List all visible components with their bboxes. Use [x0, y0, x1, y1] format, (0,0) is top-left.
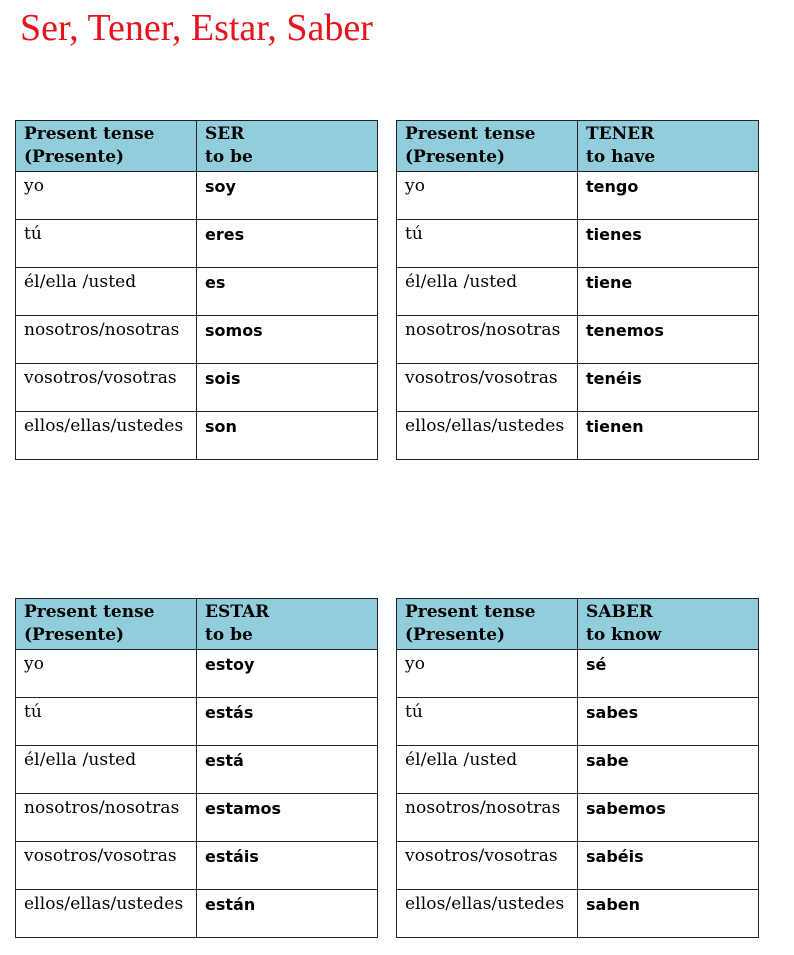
header-tense-cell	[397, 121, 578, 172]
pronoun-cell: tú	[397, 698, 578, 746]
table-row	[16, 698, 378, 746]
verb-form-cell: sabéis	[578, 842, 759, 890]
header-tense-label: Present tense	[405, 602, 536, 622]
table-row	[397, 650, 759, 698]
header-tense-cell	[16, 121, 197, 172]
table-row	[397, 364, 759, 412]
header-tense-sublabel: (Presente)	[405, 147, 506, 167]
pronoun-cell: nosotros/nosotras	[397, 794, 578, 842]
verb-form-cell: estoy	[197, 650, 378, 698]
pronoun-cell: él/ella /usted	[16, 746, 197, 794]
header-verb-meaning: to have	[586, 147, 656, 167]
header-verb-meaning: to be	[205, 625, 253, 645]
pronoun-cell: ellos/ellas/ustedes	[16, 890, 197, 938]
table-row	[16, 220, 378, 268]
table-row	[16, 412, 378, 460]
pronoun-cell: tú	[397, 220, 578, 268]
conjugation-table-ser	[15, 120, 378, 460]
pronoun-cell: vosotros/vosotras	[397, 842, 578, 890]
verb-form-cell: tienen	[578, 412, 759, 460]
table-row	[16, 890, 378, 938]
header-verb-meaning: to be	[205, 147, 253, 167]
table-row	[397, 794, 759, 842]
pronoun-cell: ellos/ellas/ustedes	[16, 412, 197, 460]
verb-form-cell: eres	[197, 220, 378, 268]
header-tense-label: Present tense	[24, 602, 155, 622]
header-tense-cell	[397, 599, 578, 650]
table-row	[16, 316, 378, 364]
table-row	[397, 412, 759, 460]
pronoun-cell: yo	[397, 650, 578, 698]
header-verb-cell	[197, 599, 378, 650]
header-tense-sublabel: (Presente)	[24, 147, 125, 167]
verb-form-cell: tienes	[578, 220, 759, 268]
pronoun-cell: nosotros/nosotras	[16, 316, 197, 364]
header-tense-label: Present tense	[24, 124, 155, 144]
pronoun-cell: ellos/ellas/ustedes	[397, 890, 578, 938]
verb-form-cell: soy	[197, 172, 378, 220]
table-row	[16, 364, 378, 412]
verb-form-cell: es	[197, 268, 378, 316]
header-tense-label: Present tense	[405, 124, 536, 144]
conjugation-table-tener	[396, 120, 759, 460]
conjugation-table-estar	[15, 598, 378, 938]
header-verb: SABER	[586, 602, 653, 622]
table-header-row	[16, 121, 378, 172]
table-row	[397, 698, 759, 746]
verb-form-cell: estamos	[197, 794, 378, 842]
verb-form-cell: sabemos	[578, 794, 759, 842]
pronoun-cell: vosotros/vosotras	[397, 364, 578, 412]
verb-form-cell: sois	[197, 364, 378, 412]
verb-form-cell: sabes	[578, 698, 759, 746]
pronoun-cell: él/ella /usted	[397, 268, 578, 316]
table-header-row	[397, 599, 759, 650]
table-row	[397, 172, 759, 220]
header-verb-cell	[578, 599, 759, 650]
header-verb-cell	[578, 121, 759, 172]
pronoun-cell: él/ella /usted	[16, 268, 197, 316]
header-tense-cell	[16, 599, 197, 650]
table-row	[16, 842, 378, 890]
pronoun-cell: tú	[16, 220, 197, 268]
pronoun-cell: nosotros/nosotras	[397, 316, 578, 364]
header-verb-meaning: to know	[586, 625, 662, 645]
table-header-row	[397, 121, 759, 172]
pronoun-cell: él/ella /usted	[397, 746, 578, 794]
table-row	[16, 650, 378, 698]
verb-form-cell: sabe	[578, 746, 759, 794]
verb-form-cell: estás	[197, 698, 378, 746]
header-tense-sublabel: (Presente)	[24, 625, 125, 645]
table-row	[16, 746, 378, 794]
verb-form-cell: tiene	[578, 268, 759, 316]
verb-form-cell: sé	[578, 650, 759, 698]
table-row	[397, 268, 759, 316]
verb-form-cell: son	[197, 412, 378, 460]
verb-form-cell: tengo	[578, 172, 759, 220]
pronoun-cell: yo	[397, 172, 578, 220]
verb-form-cell: tenemos	[578, 316, 759, 364]
verb-form-cell: somos	[197, 316, 378, 364]
pronoun-cell: ellos/ellas/ustedes	[397, 412, 578, 460]
table-row	[397, 890, 759, 938]
table-row	[397, 842, 759, 890]
header-tense-sublabel: (Presente)	[405, 625, 506, 645]
table-row	[16, 794, 378, 842]
header-verb: ESTAR	[205, 602, 270, 622]
table-row	[16, 172, 378, 220]
header-verb: TENER	[586, 124, 655, 144]
verb-form-cell: tenéis	[578, 364, 759, 412]
header-verb: SER	[205, 124, 245, 144]
page-title: Ser, Tener, Estar, Saber	[20, 7, 373, 49]
pronoun-cell: yo	[16, 172, 197, 220]
pronoun-cell: yo	[16, 650, 197, 698]
pronoun-cell: vosotros/vosotras	[16, 842, 197, 890]
verb-form-cell: estáis	[197, 842, 378, 890]
conjugation-table-saber	[396, 598, 759, 938]
table-row	[397, 316, 759, 364]
table-row	[397, 220, 759, 268]
pronoun-cell: tú	[16, 698, 197, 746]
pronoun-cell: nosotros/nosotras	[16, 794, 197, 842]
header-verb-cell	[197, 121, 378, 172]
table-row	[397, 746, 759, 794]
verb-form-cell: está	[197, 746, 378, 794]
pronoun-cell: vosotros/vosotras	[16, 364, 197, 412]
verb-form-cell: saben	[578, 890, 759, 938]
table-row	[16, 268, 378, 316]
table-header-row	[16, 599, 378, 650]
verb-form-cell: están	[197, 890, 378, 938]
